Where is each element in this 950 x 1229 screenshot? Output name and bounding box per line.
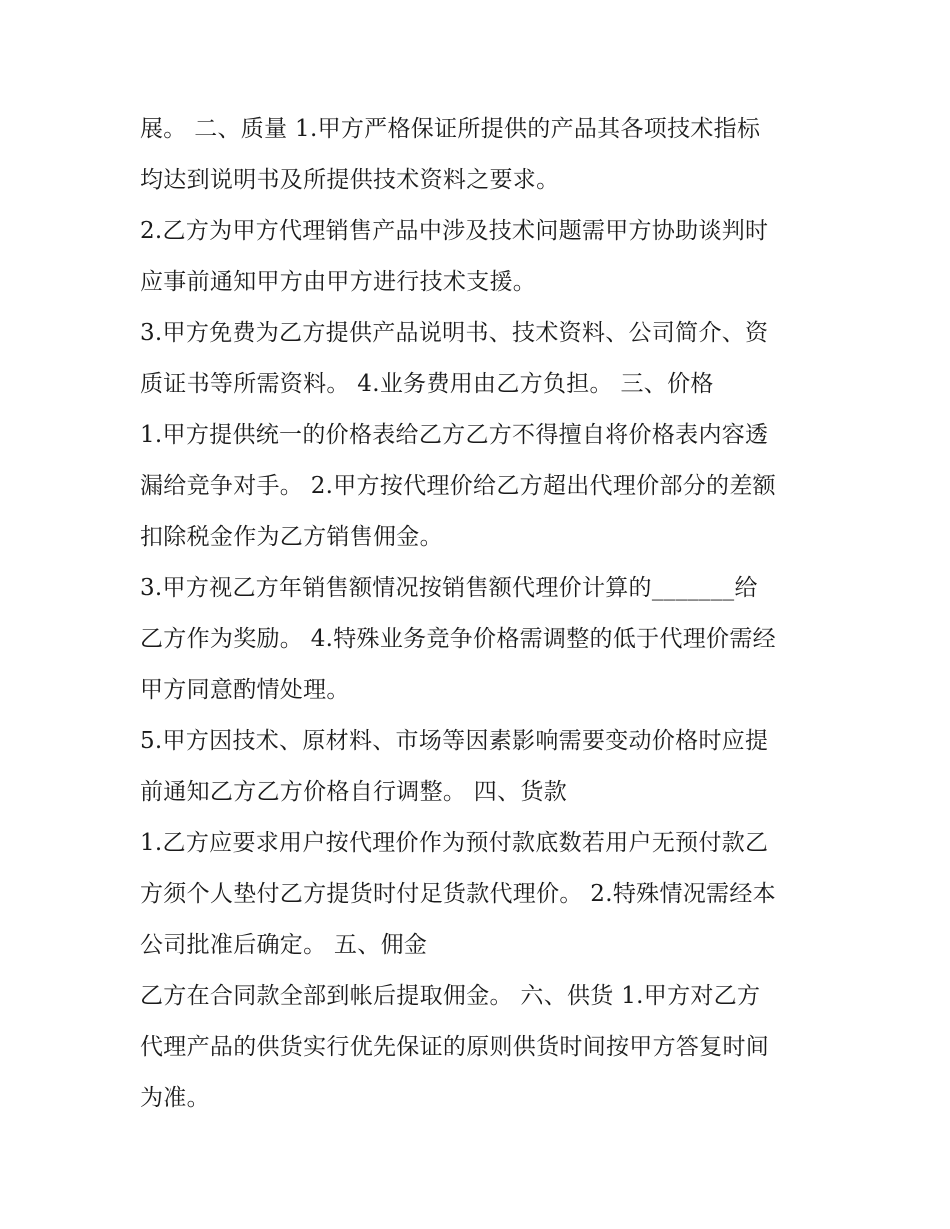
text-line: 前通知乙方乙方价格自行调整。 四、货款 xyxy=(140,779,568,805)
text-line: 3.甲方视乙方年销售额情况按销售额代理价计算的_______给 xyxy=(140,575,758,601)
text-line: 代理产品的供货实行优先保证的原则供货时间按甲方答复时间 xyxy=(140,1034,770,1060)
text-line: 应事前通知甲方由甲方进行技术支援。 xyxy=(140,269,537,295)
text-line: 甲方同意酌情处理。 xyxy=(140,677,350,703)
text-line: 1.乙方应要求用户按代理价作为预付款底数若用户无预付款乙 xyxy=(140,830,769,856)
text-line: 3.甲方免费为乙方提供产品说明书、技术资料、公司简介、资 xyxy=(140,320,769,346)
text-line: 漏给竞争对手。 2.甲方按代理价给乙方超出代理价部分的差额 xyxy=(140,473,776,499)
text-line: 为准。 xyxy=(140,1085,210,1111)
text-line: 乙方在合同款全部到帐后提取佣金。 六、供货 1.甲方对乙方 xyxy=(140,983,761,1009)
text-line: 公司批准后确定。 五、佣金 xyxy=(140,932,428,958)
contract-body-text xyxy=(140,104,830,1124)
text-line: 2.乙方为甲方代理销售产品中涉及技术问题需甲方协助谈判时 xyxy=(140,218,769,244)
text-line: 均达到说明书及所提供技术资料之要求。 xyxy=(140,167,560,193)
text-line: 方须个人垫付乙方提货时付足货款代理价。 2.特殊情况需经本 xyxy=(140,881,776,907)
text-line: 乙方作为奖励。 4.特殊业务竞争价格需调整的低于代理价需经 xyxy=(140,626,776,652)
text-line: 展。 二、质量 1.甲方严格保证所提供的产品其各项技术指标 xyxy=(140,116,761,142)
text-line: 5.甲方因技术、原材料、市场等因素影响需要变动价格时应提 xyxy=(140,728,769,754)
text-line: 1.甲方提供统一的价格表给乙方乙方不得擅自将价格表内容透 xyxy=(140,422,769,448)
text-line: 扣除税金作为乙方销售佣金。 xyxy=(140,524,443,550)
text-line: 质证书等所需资料。 4.业务费用由乙方负担。 三、价格 xyxy=(140,371,714,397)
